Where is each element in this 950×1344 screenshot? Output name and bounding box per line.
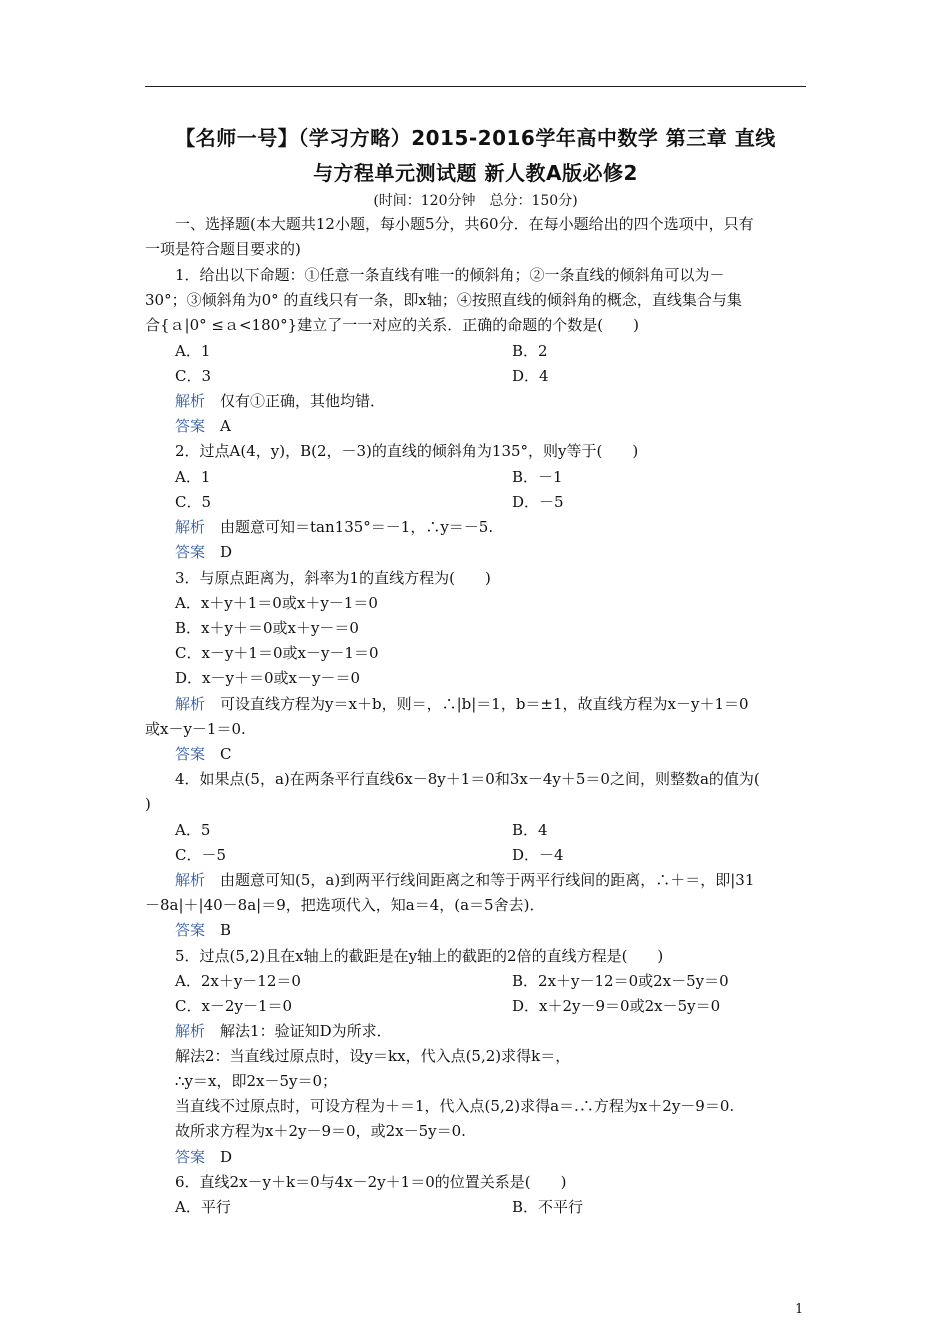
q2-option-b: B．－1 bbox=[512, 468, 563, 486]
q2-option-c: C．5 bbox=[175, 493, 212, 511]
answer-label: 答案 bbox=[175, 921, 206, 939]
q1-stem-line1: 1．给出以下命题：①任意一条直线有唯一的倾斜角；②一条直线的倾斜角可以为－ bbox=[175, 266, 725, 284]
answer-label: 答案 bbox=[175, 745, 206, 763]
analysis-label: 解析 bbox=[175, 392, 206, 410]
analysis-label: 解析 bbox=[175, 871, 206, 889]
analysis-label: 解析 bbox=[175, 518, 206, 536]
q3-answer-text: C bbox=[220, 745, 232, 763]
q3-answer bbox=[145, 744, 845, 764]
q2-option-d: D．－5 bbox=[512, 493, 564, 511]
q4-answer-text: B bbox=[220, 921, 232, 939]
q1-option-a: A．1 bbox=[175, 342, 211, 360]
q3-option-c: C．x－y＋1＝0或x－y－1＝0 bbox=[175, 644, 379, 662]
q1-answer bbox=[145, 416, 845, 436]
q5-option-c: C．x－2y－1＝0 bbox=[175, 997, 293, 1015]
q5-answer-text: D bbox=[220, 1148, 233, 1166]
q4-analysis-line2: －8a|＋|40－8a|＝9，把选项代入，知a＝4，(a＝5舍去)． bbox=[145, 896, 545, 914]
q2-stem: 2．过点A(4，y)，B(2，－3)的直线的倾斜角为135°，则y等于( ) bbox=[175, 442, 639, 460]
q3-option-a: A．x＋y＋1＝0或x＋y－1＝0 bbox=[175, 594, 378, 612]
q2-answer-text: D bbox=[220, 543, 233, 561]
q2-analysis-text: 由题意可知＝tan135°＝－1，∴y＝－5. bbox=[220, 518, 494, 536]
analysis-label: 解析 bbox=[175, 1022, 206, 1040]
doc-subtitle: (时间：120分钟 总分：150分) bbox=[373, 193, 578, 209]
q5-analysis-line3: ∴y＝x，即2x－5y＝0； bbox=[175, 1072, 338, 1090]
header-rule bbox=[145, 86, 806, 87]
q1-stem-line2: 30°；③倾斜角为0° 的直线只有一条，即x轴；④按照直线的倾斜角的概念，直线集合与集 bbox=[145, 291, 742, 309]
q3-option-b: B．x＋y＋＝0或x＋y－＝0 bbox=[175, 619, 359, 637]
q1-analysis bbox=[145, 391, 845, 411]
q1-answer-text: A bbox=[220, 417, 231, 435]
q5-option-b: B．2x＋y－12＝0或2x－5y＝0 bbox=[512, 972, 729, 990]
q3-analysis bbox=[145, 694, 845, 714]
q4-option-c: C．－5 bbox=[175, 846, 227, 864]
q5-analysis bbox=[145, 1021, 845, 1041]
q4-analysis bbox=[145, 870, 845, 890]
q1-stem-line3: 合{ａ|0° ≤ａ<180°}建立了一一对应的关系．正确的命题的个数是( ) bbox=[145, 316, 639, 334]
q2-analysis bbox=[145, 517, 845, 537]
q4-stem-line2: ) bbox=[145, 795, 151, 813]
q1-option-b: B．2 bbox=[512, 342, 548, 360]
answer-label: 答案 bbox=[175, 1148, 206, 1166]
q5-analysis-line5: 故所求方程为x＋2y－9＝0，或2x－5y＝0. bbox=[175, 1122, 466, 1140]
q6-option-a: A．平行 bbox=[175, 1198, 231, 1216]
section-heading-line2: 一项是符合题目要求的) bbox=[145, 240, 301, 258]
q5-stem: 5．过点(5,2)且在x轴上的截距是在y轴上的截距的2倍的直线方程是( ) bbox=[175, 947, 664, 965]
q3-option-d: D．x－y＋＝0或x－y－＝0 bbox=[175, 669, 360, 687]
page-number: 1 bbox=[795, 1302, 804, 1317]
q3-analysis-text1: 可设直线方程为y＝x＋b，则＝，∴|b|＝1，b＝±1，故直线方程为x－y＋1＝0 bbox=[220, 695, 749, 713]
q5-option-d: D．x＋2y－9＝0或2x－5y＝0 bbox=[512, 997, 721, 1015]
analysis-label: 解析 bbox=[175, 695, 206, 713]
q1-option-c: C．3 bbox=[175, 367, 212, 385]
q5-analysis-line4: 当直线不过原点时，可设方程为＋＝1，代入点(5,2)求得a＝.∴方程为x＋2y－9＝0. bbox=[175, 1097, 735, 1115]
q6-stem: 6．直线2x－y＋k＝0与4x－2y＋1＝0的位置关系是( ) bbox=[175, 1173, 567, 1191]
q4-analysis-text1: 由题意可知(5，a)到两平行线间距离之和等于两平行线间的距离，∴＋＝，即|31 bbox=[220, 871, 755, 889]
q2-answer bbox=[145, 542, 845, 562]
q4-option-a: A．5 bbox=[175, 821, 211, 839]
q4-option-b: B．4 bbox=[512, 821, 548, 839]
q5-analysis-text1: 解法1：验证知D为所求． bbox=[220, 1022, 392, 1040]
q4-stem-line1: 4．如果点(5，a)在两条平行直线6x－8y＋1＝0和3x－4y＋5＝0之间，则整数a的值为( bbox=[175, 770, 760, 788]
q1-analysis-text: 仅有①正确，其他均错． bbox=[220, 392, 386, 410]
q4-option-d: D．－4 bbox=[512, 846, 564, 864]
q3-analysis-line2: 或x－y－1＝0. bbox=[145, 720, 246, 738]
q1-option-d: D．4 bbox=[512, 367, 549, 385]
doc-title-line1: 【名师一号】（学习方略）2015-2016学年高中数学 第三章 直线 bbox=[175, 126, 776, 150]
answer-label: 答案 bbox=[175, 543, 206, 561]
doc-title-line2: 与方程单元测试题 新人教A版必修2 bbox=[313, 161, 638, 185]
q4-answer bbox=[145, 920, 845, 940]
q3-stem: 3．与原点距离为，斜率为1的直线方程为( ) bbox=[175, 569, 491, 587]
q6-option-b: B．不平行 bbox=[512, 1198, 584, 1216]
q5-analysis-line2: 解法2：当直线过原点时，设y＝kx，代入点(5,2)求得k＝， bbox=[175, 1047, 571, 1065]
answer-label: 答案 bbox=[175, 417, 206, 435]
section-heading-line1: 一、选择题(本大题共12小题，每小题5分，共60分．在每小题给出的四个选项中，只有 bbox=[175, 215, 754, 233]
q5-option-a: A．2x＋y－12＝0 bbox=[175, 972, 301, 990]
q2-option-a: A．1 bbox=[175, 468, 211, 486]
q5-answer bbox=[145, 1147, 845, 1167]
